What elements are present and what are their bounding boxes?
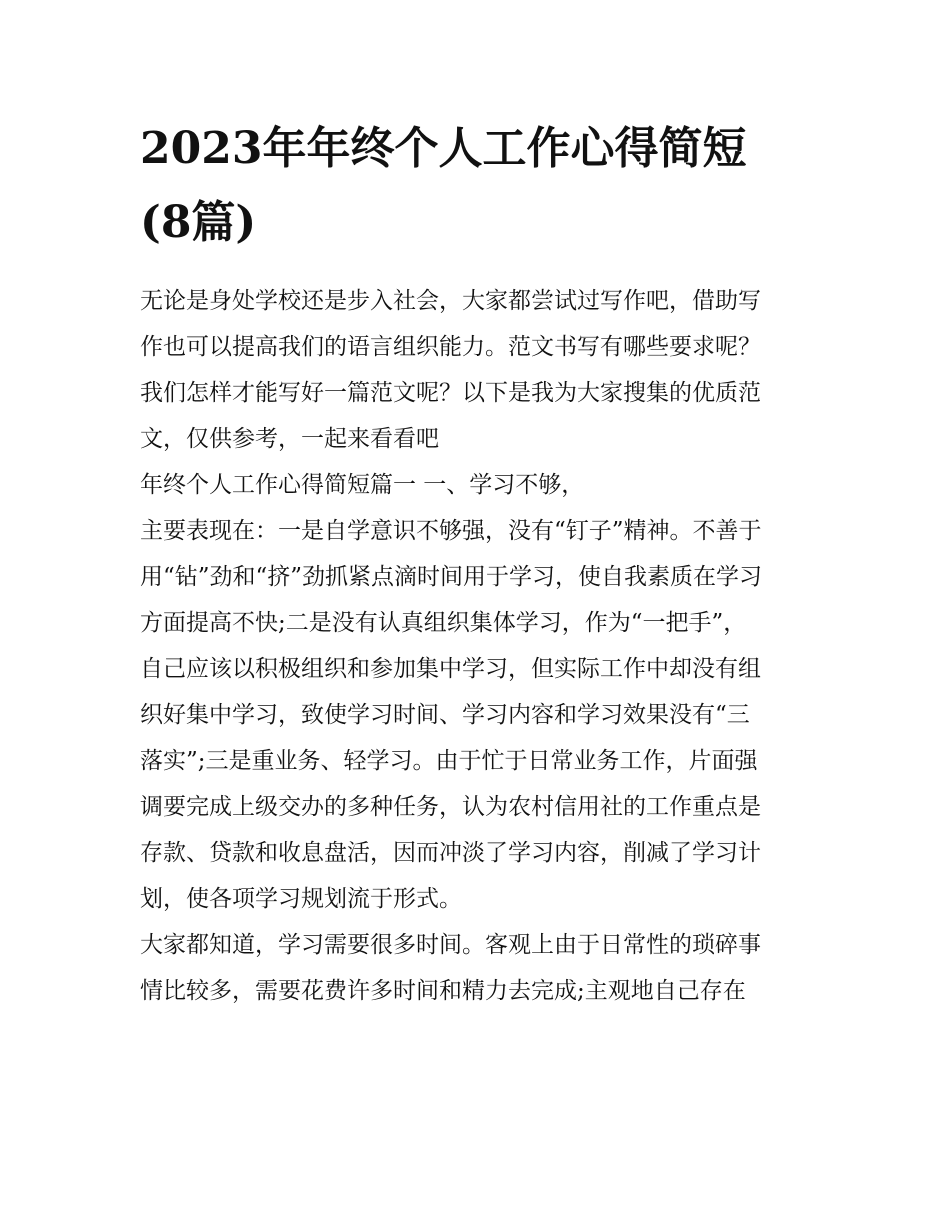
body-line: 织好集中学习，致使学习时间、学习内容和学习效果没有“三 xyxy=(140,702,750,728)
body-line: 文，仅供参考，一起来看看吧 xyxy=(140,426,439,452)
body-line: 作也可以提高我们的语言组织能力。范文书写有哪些要求呢？ xyxy=(140,334,761,360)
document-body xyxy=(140,278,830,1014)
body-line: 划，使各项学习规划流于形式。 xyxy=(140,886,462,912)
body-line: 方面提高不快;二是没有认真组织集体学习，作为“一把手”， xyxy=(140,610,747,636)
section-heading-line: 年终个人工作心得简短篇一 一、学习不够， xyxy=(140,472,585,498)
body-line: 自己应该以积极组织和参加集中学习，但实际工作中却没有组 xyxy=(140,656,761,682)
body-line: 情比较多，需要花费许多时间和精力去完成;主观地自己存在 xyxy=(140,978,746,1004)
body-line: 用“钻”劲和“挤”劲抓紧点滴时间用于学习，使自我素质在学习 xyxy=(140,564,763,590)
body-line: 存款、贷款和收息盘活，因而冲淡了学习内容，削减了学习计 xyxy=(140,840,761,866)
body-line: 落实”;三是重业务、轻学习。由于忙于日常业务工作，片面强 xyxy=(140,748,758,774)
body-line: 主要表现在：一是自学意识不够强，没有“钉子”精神。不善于 xyxy=(140,518,762,544)
body-line: 无论是身处学校还是步入社会，大家都尝试过写作吧，借助写 xyxy=(140,288,761,314)
body-line: 大家都知道，学习需要很多时间。客观上由于日常性的琐碎事 xyxy=(140,932,761,958)
body-line: 我们怎样才能写好一篇范文呢？以下是我为大家搜集的优质范 xyxy=(140,380,761,406)
title-line-1: 2023年年终个人工作心得简短 xyxy=(140,123,747,174)
body-line: 调要完成上级交办的多种任务，认为农村信用社的工作重点是 xyxy=(140,794,761,820)
title-line-2: (8篇) xyxy=(140,197,257,248)
document-title xyxy=(140,112,830,260)
